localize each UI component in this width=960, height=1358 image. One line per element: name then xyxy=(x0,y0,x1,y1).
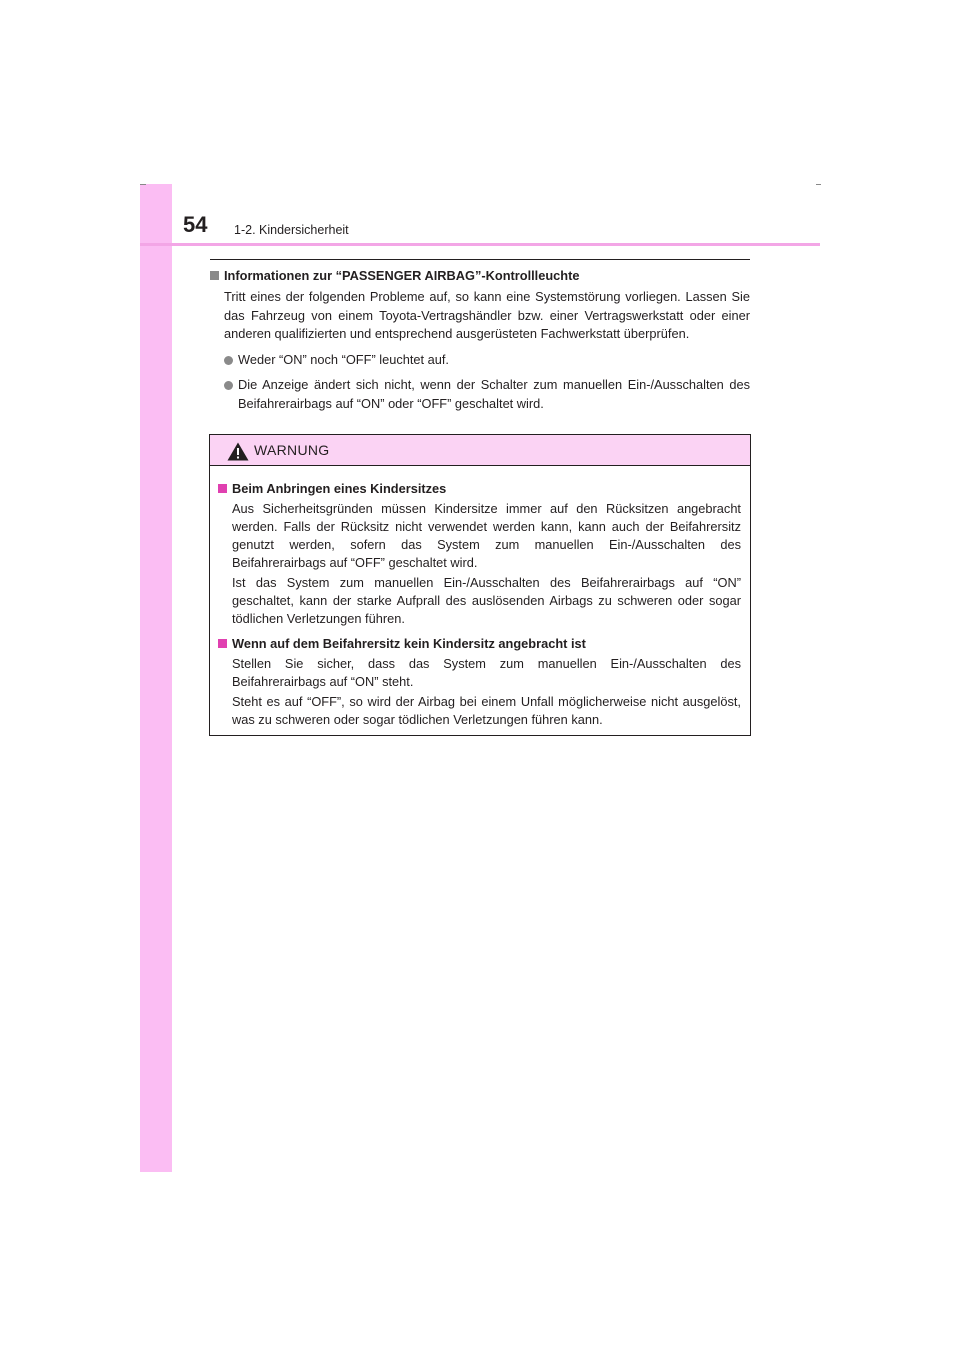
intro-paragraph: Tritt eines der folgenden Probleme auf, so kann eine Systemstörung vorliegen. Lassen Sie das Fahrzeug von einem Toyota-Vertragshändler bzw. einer Vertragswerkstatt oder einer anderen qualifizierten und entsprechend ausgerüsteten Fachwerkstatt überprüfen. xyxy=(224,289,750,341)
square-bullet-icon xyxy=(218,484,227,493)
list-item-text: Die Anzeige ändert sich nicht, wenn der Schalter zum manuellen Ein-/Ausschalten des Beifahrerairbags auf “ON” oder “OFF” geschaltet wird. xyxy=(238,377,750,411)
side-color-bar xyxy=(140,184,172,1172)
list-item xyxy=(238,351,750,370)
section-title: 1-2. Kindersicherheit xyxy=(234,223,349,237)
warning-item-heading-text: Wenn auf dem Beifahrersitz kein Kindersitz angebracht ist xyxy=(232,636,586,651)
warning-box xyxy=(209,434,751,736)
warning-paragraph: Aus Sicherheitsgründen müssen Kindersitze immer auf den Rücksitzen angebracht werden. Falls der Rücksitz nicht verwendet werden kann, kann auch der Beifahrersitz genutzt werden, sofern das System zum manuellen Ein-/Ausschalten des Beifahrerairbags auf “OFF” geschaltet wird. xyxy=(232,501,741,570)
crop-mark-left xyxy=(140,184,146,185)
warning-header xyxy=(210,435,750,466)
warning-paragraph: Stellen Sie sicher, dass das System zum manuellen Ein-/Ausschalten des Beifahrerairbags auf “ON” steht. xyxy=(232,656,741,689)
warning-body xyxy=(210,466,750,729)
warning-item-heading xyxy=(218,480,741,498)
square-bullet-icon xyxy=(218,639,227,648)
warning-triangle-icon xyxy=(227,442,249,461)
warning-item-heading-text: Beim Anbringen eines Kindersitzes xyxy=(232,481,447,496)
warning-title: WARNUNG xyxy=(254,442,330,458)
round-bullet-icon xyxy=(224,381,233,390)
section-heading xyxy=(210,267,750,285)
content-divider xyxy=(210,259,750,260)
warning-item-heading xyxy=(218,635,741,653)
round-bullet-icon xyxy=(224,356,233,365)
crop-mark-right xyxy=(816,184,821,185)
list-item-text: Weder “ON” noch “OFF” leuchtet auf. xyxy=(238,351,449,367)
warning-paragraph: Ist das System zum manuellen Ein-/Ausschalten des Beifahrerairbags auf “ON” geschaltet, kann der starke Aufprall des auslösenden Airbags zu schweren oder sogar tödlichen Verletzungen führen. xyxy=(232,575,741,626)
page-number: 54 xyxy=(183,212,208,237)
section-heading-text: Informationen zur “PASSENGER AIRBAG”-Kontrollleuchte xyxy=(224,268,580,283)
main-section xyxy=(210,267,750,413)
warning-paragraph: Steht es auf “OFF”, so wird der Airbag bei einem Unfall möglicherweise nicht ausgelöst, was zu schweren oder sogar tödlichen Verletzungen führen kann. xyxy=(232,694,741,727)
header-rule xyxy=(140,243,820,246)
square-bullet-icon xyxy=(210,271,219,280)
list-item xyxy=(238,376,750,413)
